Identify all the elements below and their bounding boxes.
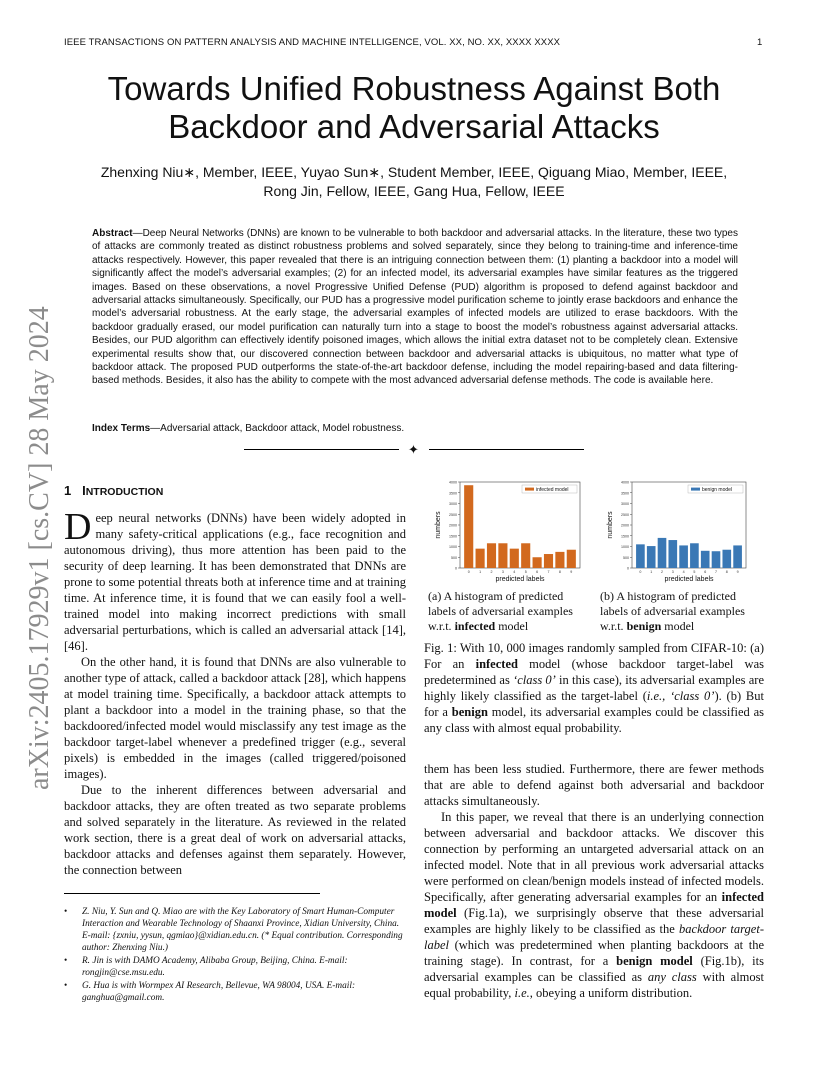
y-tick-label: 500 (451, 555, 457, 560)
fig-caption-part: in this case), its adversarial examples are highly likely classified as the target-label ( (424, 673, 764, 703)
bar (487, 543, 496, 568)
paragraph-3: Due to the inherent differences between adversarial and backdoor attacks, they are often treated as two separate problems and solved separately in the literature. As reviewed in the related work section, there is a great deal of work on adversarial attacks, backdoor attacks and defenses against them separately. However, the connection between (64, 783, 406, 877)
fig-caption-part: model, its adversarial examples could be classified as any class with almost equal probability. (424, 705, 764, 735)
bar (636, 544, 645, 568)
legend-swatch (525, 488, 534, 491)
y-axis-label: numbers (435, 511, 442, 539)
bar (567, 550, 576, 568)
x-tick-label: 5 (693, 570, 696, 574)
y-tick-label: 2500 (621, 512, 629, 517)
bar (701, 551, 710, 568)
x-tick-label: 8 (725, 570, 728, 574)
subcaption-a (428, 589, 590, 634)
x-tick-label: 8 (558, 570, 561, 574)
x-tick-label: 3 (671, 570, 674, 574)
bar (476, 549, 485, 568)
y-tick-label: 3000 (449, 502, 457, 506)
bar (464, 485, 473, 568)
section-separator (244, 442, 584, 456)
x-tick-label: 3 (501, 570, 504, 574)
section-heading (64, 483, 163, 498)
y-tick-label: 1000 (621, 545, 629, 549)
figure-caption (424, 640, 764, 736)
separator-rule-right (429, 449, 584, 450)
subcaption-b-text: (b) A histogram of predicted labels of adversarial examples w.r.t. (600, 589, 745, 633)
footnote-item: • Z. Niu, Y. Sun and Q. Miao are with the Key Laboratory of Smart Human-Computer Interaction and Wearable Technology of Shaanxi Province, Xidian University, China. E-mail: {zxniu, yysun, qgmiao}@xidian.edu.cn. (* Equal contribution. Corresponding author: Zhenxing Niu.) (64, 906, 406, 954)
paragraph-connection (424, 809, 764, 1001)
bar (690, 543, 699, 568)
arxiv-stamp (24, 250, 64, 790)
y-tick-label: 2000 (621, 523, 629, 528)
fig-caption-part: ). (b) But for a (424, 689, 764, 719)
para-bold: benign model (616, 954, 693, 968)
fig-caption-bold: infected (475, 657, 518, 671)
section-title-rest: NTRODUCTION (85, 486, 164, 498)
paragraph-2: On the other hand, it is found that DNNs are also vulnerable to another type of attack, called a backdoor attack [28], which happens at model training time. Specifically, a backdoor attack attempts to plant a backdoor into a model in the training phase, so that the backdoored/infected model would misclassify any test image as the backdoor target-label whenever a predefined trigger (e.g., several pixels) is embedded in the images (called triggered/poisoned images). (64, 655, 406, 781)
subcaption-a-text: (a) A histogram of predicted labels of adversarial examples w.r.t. (428, 589, 573, 633)
legend (522, 485, 577, 493)
subcaption-b-bold: benign (626, 619, 662, 633)
section-title-first-letter: I (82, 483, 86, 498)
para-part: (Fig.1a), we surprisingly observe that these adversarial examples are highly likely to be classified as the (424, 906, 764, 936)
x-tick-label: 1 (650, 570, 653, 574)
y-tick-label: 3500 (449, 491, 457, 496)
fig-caption-part: Fig. 1: With 10, 000 images randomly sampled from CIFAR-10: (a) For an (424, 641, 764, 671)
para-part: (Fig.1b), its adversarial examples can be classified as (424, 954, 764, 984)
separator-diamond-icon: ✦ (408, 442, 419, 457)
x-tick-label: 7 (715, 570, 717, 574)
x-tick-label: 4 (513, 570, 516, 574)
subcaption-b (600, 589, 764, 634)
bar (544, 554, 553, 568)
y-tick-label: 1000 (449, 545, 457, 549)
abstract-label: Abstract (92, 228, 133, 239)
para-bold: infected model (424, 890, 764, 920)
y-axis-label: numbers (607, 511, 614, 539)
paper-title: Towards Unified Robustness Against Both Backdoor and Adversarial Attacks (107, 70, 721, 145)
x-axis-label: predicted labels (495, 576, 545, 583)
y-tick-label: 2000 (449, 523, 457, 528)
bar (668, 540, 677, 568)
x-tick-label: 6 (704, 570, 707, 574)
para-part: , obeying a uniform distribution. (529, 986, 693, 1000)
bar (679, 545, 688, 568)
abstract-text: —Deep Neural Networks (DNNs) are known to be vulnerable to both backdoor and adversarial attacks. In the literature, these two types of attacks are commonly treated as distinct robustness problems and solved separately, since they belong to training-time and inference-time attacks respectively. However, this paper revealed that there is an intriguing connection between them: (1) planting a backdoor into a model will significantly affect the model’s adversarial examples; (2) for an infected model, its adversarial examples have similar features as the triggered images. Based on these observations, a novel Progressive Unified Defense (PUD) algorithm is proposed to defend against backdoor and adversarial attacks simultaneously. Specifically, our PUD has a progressive model purification scheme to jointly erase backdoors and enhance the model’s adversarial robustness. At the early stage, the adversarial examples of infected models are utilized to erase backdoors. With the backdoor gradually erased, our model purification can naturally turn into a stage to boost the model’s robustness against adversarial attacks. Besides, our PUD algorithm can effectively identify poisoned images, which allows the initial extra dataset not to be completely clean. Extensive experimental results show that, our discovered connection between backdoor and adversarial attacks is ubiquitous, no matter what type of backdoor attack. The proposed PUD outperforms the state-of-the-art backdoor defense, including the model repairing-based and data filtering-based methods. Besides, it also has the ability to compete with the most advanced adversarial defense methods. The code is available here. (92, 228, 738, 387)
paragraph-1-text: eep neural networks (DNNs) have been widely adopted in many safety-critical applications (e.g., face recognition and autonomous driving), thus more attention has been paid to the security of deep learning. It has been demonstrated that DNNs are prone to some potential threats both at inference time and at training time. At inference time, it is found that we can easily fool a well-trained model into making incorrect predictions with small adversarial perturbations, which is called an adversarial attack [14], [46]. (64, 511, 406, 653)
para-italic: backdoor target-label (424, 922, 764, 952)
x-tick-label: 2 (490, 570, 493, 574)
bar (498, 543, 507, 568)
index-terms-label: Index Terms (92, 423, 151, 434)
arxiv-identifier: arXiv:2405.17929v1 [cs.CV] 28 May 2024 (24, 306, 55, 790)
separator-rule-left (244, 449, 399, 450)
y-tick-label: 1500 (449, 534, 457, 539)
para-part: with almost equal probability, (424, 970, 764, 1000)
x-tick-label: 7 (547, 570, 550, 574)
subcaption-a-tail: model (495, 619, 529, 633)
fig-caption-part: model (whose backdoor target-label was predetermined as (424, 657, 764, 687)
bar (733, 545, 742, 568)
para-part: (which was predetermined when planting backdoors at the training stage). In contrast, for a (424, 938, 764, 968)
subcaption-a-bold: infected (454, 619, 496, 633)
x-tick-label: 4 (682, 570, 685, 574)
author-line-1: Zhenxing Niu∗, Member, IEEE, Yuyao Sun∗, Student Member, IEEE, Qiguang Miao, Member, IEEE, (100, 164, 728, 180)
footnote-item: • R. Jin is with DAMO Academy, Alibaba Group, Beijing, China. E-mail: rongjin@cse.msu.edu. (64, 955, 406, 979)
y-tick-label: 2500 (449, 512, 457, 517)
page-number: 1 (757, 37, 763, 48)
bar (555, 552, 564, 568)
y-tick-label: 0 (455, 566, 457, 571)
body-right-column (424, 761, 764, 1001)
y-tick-label: 500 (623, 555, 629, 560)
bar (533, 557, 542, 568)
y-tick-label: 4000 (621, 480, 629, 485)
body-left-column (64, 506, 406, 878)
para-italic: i.e. (514, 986, 530, 1000)
para-part: In this paper, we reveal that there is an underlying connection between adversarial and backdoor attacks. We discover this connection by performing an untargeted adversarial attack on an infected model. Note that in all previous work adversarial attacks were performed on clean/benign models instead of infected models. Specifically, after generating adversarial examples for an (424, 810, 764, 904)
x-tick-label: 0 (639, 570, 642, 574)
x-tick-label: 6 (536, 570, 539, 574)
subcaption-b-tail: model (661, 619, 695, 633)
x-tick-label: 2 (661, 570, 663, 574)
paragraph-continued: them has been less studied. Furthermore, there are fewer methods that are able to defend against both adversarial and backdoor attacks simultaneously. (424, 762, 764, 808)
author-line-2: Rong Jin, Fellow, IEEE, Gang Hua, Fellow, IEEE (263, 183, 565, 199)
paragraph-1 (64, 506, 406, 654)
y-tick-label: 3500 (621, 491, 629, 496)
legend-label: infected model (536, 486, 569, 493)
footnotes (64, 906, 406, 1005)
x-tick-label: 1 (479, 570, 482, 574)
y-tick-label: 3000 (621, 502, 629, 506)
legend (688, 485, 743, 493)
bar (647, 546, 656, 568)
para-italic: any class (647, 970, 697, 984)
fig-caption-italic: ‘class 0’ (513, 673, 556, 687)
bar (722, 550, 731, 568)
author-list (64, 163, 764, 201)
section-number: 1 (64, 483, 72, 498)
x-tick-label: 9 (736, 570, 739, 574)
bar (521, 543, 530, 568)
bar (510, 549, 519, 568)
fig-caption-italic: i.e., ‘class 0’ (646, 689, 715, 703)
x-axis-label: predicted labels (664, 576, 714, 583)
y-tick-label: 0 (627, 566, 629, 571)
index-terms (92, 423, 738, 434)
y-tick-label: 4000 (449, 480, 457, 485)
x-tick-label: 0 (467, 570, 470, 574)
legend-swatch (691, 488, 700, 491)
chart-benign-model (600, 478, 750, 584)
index-terms-text: —Adversarial attack, Backdoor attack, Model robustness. (150, 423, 405, 434)
running-head: IEEE TRANSACTIONS ON PATTERN ANALYSIS AND MACHINE INTELLIGENCE, VOL. XX, NO. XX, XXXX XXXX (64, 37, 561, 48)
footnote-rule (64, 893, 320, 894)
chart-infected-model (428, 478, 584, 584)
x-tick-label: 9 (570, 570, 573, 574)
footnote-item: • G. Hua is with Wormpex AI Research, Bellevue, WA 98004, USA. E-mail: ganghua@gmail.com. (64, 980, 406, 1004)
abstract (92, 227, 738, 388)
fig-caption-bold: benign (451, 705, 488, 719)
bar (658, 538, 667, 568)
legend-label: benign model (702, 486, 733, 493)
y-tick-label: 1500 (621, 534, 629, 539)
x-tick-label: 5 (524, 570, 527, 574)
drop-cap: D (64, 506, 92, 548)
bar (712, 551, 721, 568)
